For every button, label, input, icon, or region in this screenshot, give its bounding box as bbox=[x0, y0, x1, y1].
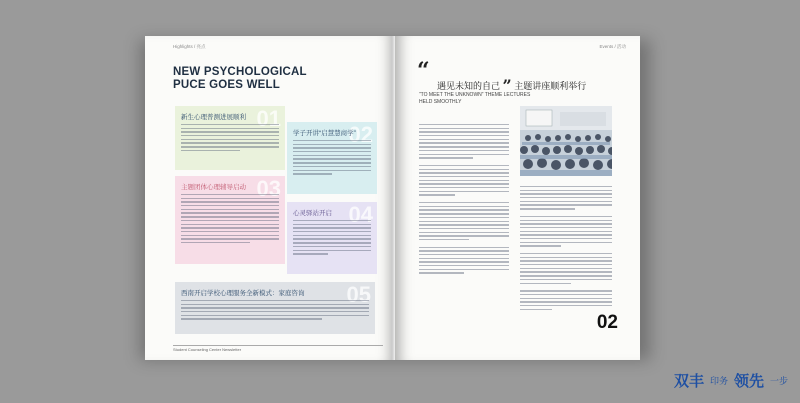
right-page bbox=[395, 36, 640, 360]
headline-line-1: NEW PSYCHOLOGICAL bbox=[173, 66, 307, 78]
page-number: 02 bbox=[596, 312, 618, 333]
box-number: 05 bbox=[346, 282, 371, 307]
headline bbox=[173, 66, 307, 92]
right-running-head: Events / 活动 bbox=[599, 44, 626, 49]
article-title-left: 遇见未知的自己 bbox=[437, 81, 501, 91]
box-number: 03 bbox=[256, 176, 281, 201]
box-number: 04 bbox=[348, 202, 373, 227]
news-box-4 bbox=[287, 202, 377, 274]
article-title bbox=[437, 74, 586, 93]
watermark-slogan-sub: 一步 bbox=[769, 376, 788, 386]
box-number: 01 bbox=[256, 106, 281, 131]
box-text bbox=[181, 124, 279, 154]
lecture-hall-image bbox=[520, 106, 612, 176]
news-box-1 bbox=[175, 106, 285, 170]
box-title: 学子开讲“启慧慧商学” bbox=[293, 130, 356, 137]
news-box-5 bbox=[175, 282, 375, 334]
box-text bbox=[293, 220, 371, 257]
left-page bbox=[145, 36, 395, 360]
left-running-head: Highlights / 亮点 bbox=[173, 44, 206, 49]
column-1-text bbox=[419, 124, 509, 276]
watermark-logo bbox=[674, 370, 788, 391]
box-title: 西南开启学校心理服务全新模式：家庭咨询 bbox=[181, 290, 305, 297]
box-title: 主题团体心理辅导启动 bbox=[181, 184, 246, 191]
box-title: 新生心理普测进展顺利 bbox=[181, 114, 246, 121]
article-title-right: 主题讲座顺利举行 bbox=[514, 81, 587, 91]
watermark-slogan: 领先 bbox=[733, 373, 764, 390]
box-text bbox=[181, 194, 279, 246]
box-title: 心灵驿站开启 bbox=[293, 210, 332, 217]
watermark-brand: 双丰 bbox=[673, 373, 704, 390]
box-text bbox=[293, 140, 371, 177]
article-subtitle: “TO MEET THE UNKNOWN” THEME LECTURES HELD SMOOTHLY bbox=[419, 92, 531, 105]
open-quote-mark: “ bbox=[417, 58, 430, 84]
close-quote-mark: ” bbox=[502, 76, 512, 95]
watermark-brand-sub: 印务 bbox=[709, 376, 728, 386]
left-footer: Student Counseling Center Newsletter bbox=[173, 347, 242, 352]
news-box-2 bbox=[287, 122, 377, 194]
news-box-3 bbox=[175, 176, 285, 264]
footer-rule bbox=[173, 345, 383, 346]
box-number: 02 bbox=[348, 122, 373, 147]
column-2-text bbox=[520, 186, 612, 312]
box-text bbox=[181, 300, 369, 322]
lecture-photo bbox=[520, 106, 612, 176]
headline-line-2: PUCE GOES WELL bbox=[173, 79, 280, 91]
